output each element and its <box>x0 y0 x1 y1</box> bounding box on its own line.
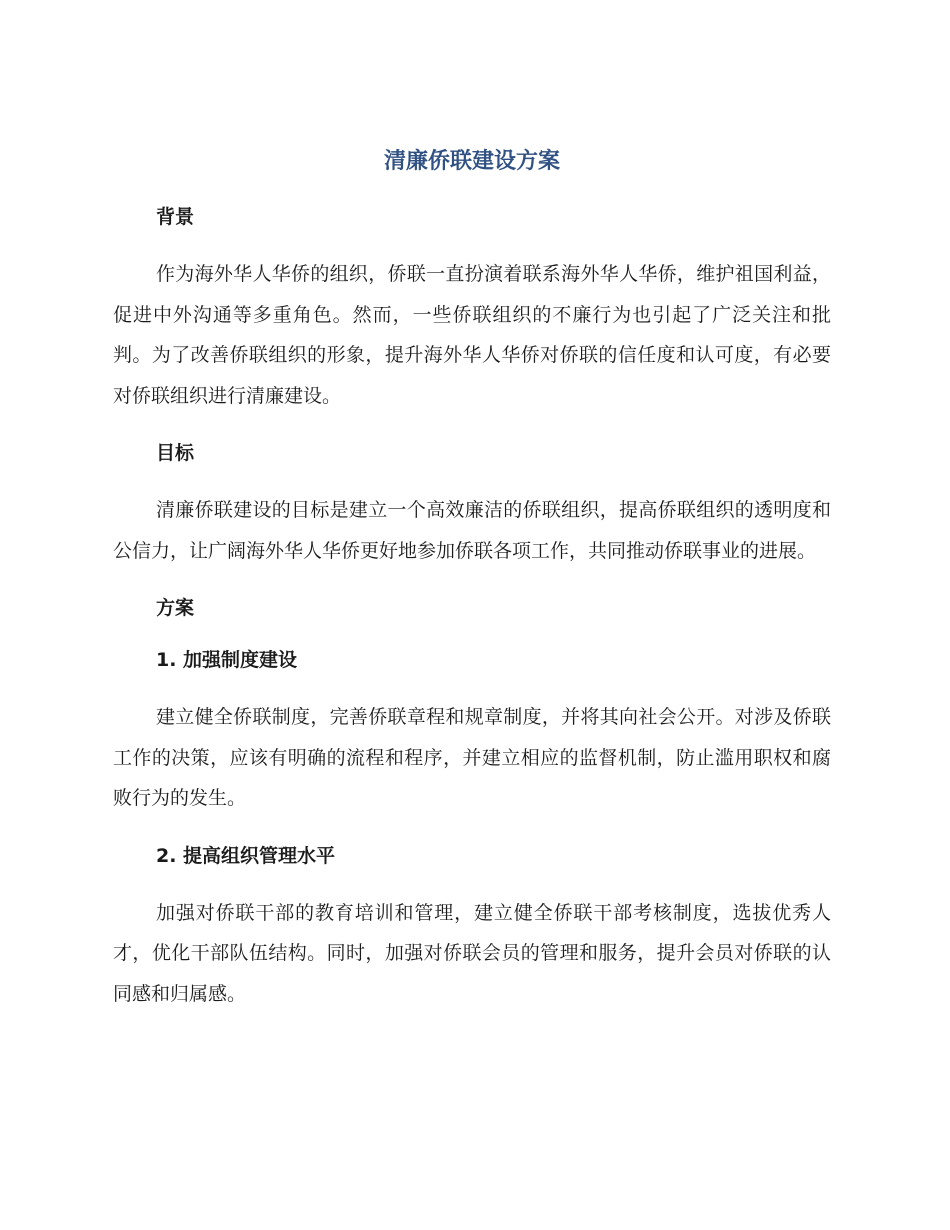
subsection-text-2: 加强对侨联干部的教育培训和管理，建立健全侨联干部考核制度，选拔优秀人才，优化干部队伍结构。同时，加强对侨联会员的管理和服务，提升会员对侨联的认同感和归属感。 <box>113 901 831 1005</box>
subsection-heading-2: 2. 提高组织管理水平 <box>156 844 336 867</box>
subsection-text-1: 建立健全侨联制度，完善侨联章程和规章制度，并将其向社会公开。对涉及侨联工作的决策，应该有明确的流程和程序，并建立相应的监督机制，防止滥用职权和腐败行为的发生。 <box>113 706 831 809</box>
section-heading-plan: 方案 <box>156 597 195 619</box>
section-text-goal: 清廉侨联建设的目标是建立一个高效廉洁的侨联组织，提高侨联组织的透明度和公信力，让广阔海外华人华侨更好地参加侨联各项工作，共同推动侨联事业的进展。 <box>113 499 831 562</box>
section-text-background: 作为海外华人华侨的组织，侨联一直扮演着联系海外华人华侨，维护祖国利益，促进中外沟通等多重角色。然而，一些侨联组织的不廉行为也引起了广泛关注和批判。为了改善侨联组织的形象，提升海外华人华侨对侨联的信任度和认可度，有必要对侨联组织进行清廉建设。 <box>113 263 831 407</box>
section-heading-goal: 目标 <box>156 442 195 464</box>
subsection-heading-1: 1. 加强制度建设 <box>156 649 298 671</box>
document-page <box>113 140 831 1014</box>
section-heading-background: 背景 <box>156 206 195 228</box>
document-title: 清廉侨联建设方案 <box>383 149 560 174</box>
